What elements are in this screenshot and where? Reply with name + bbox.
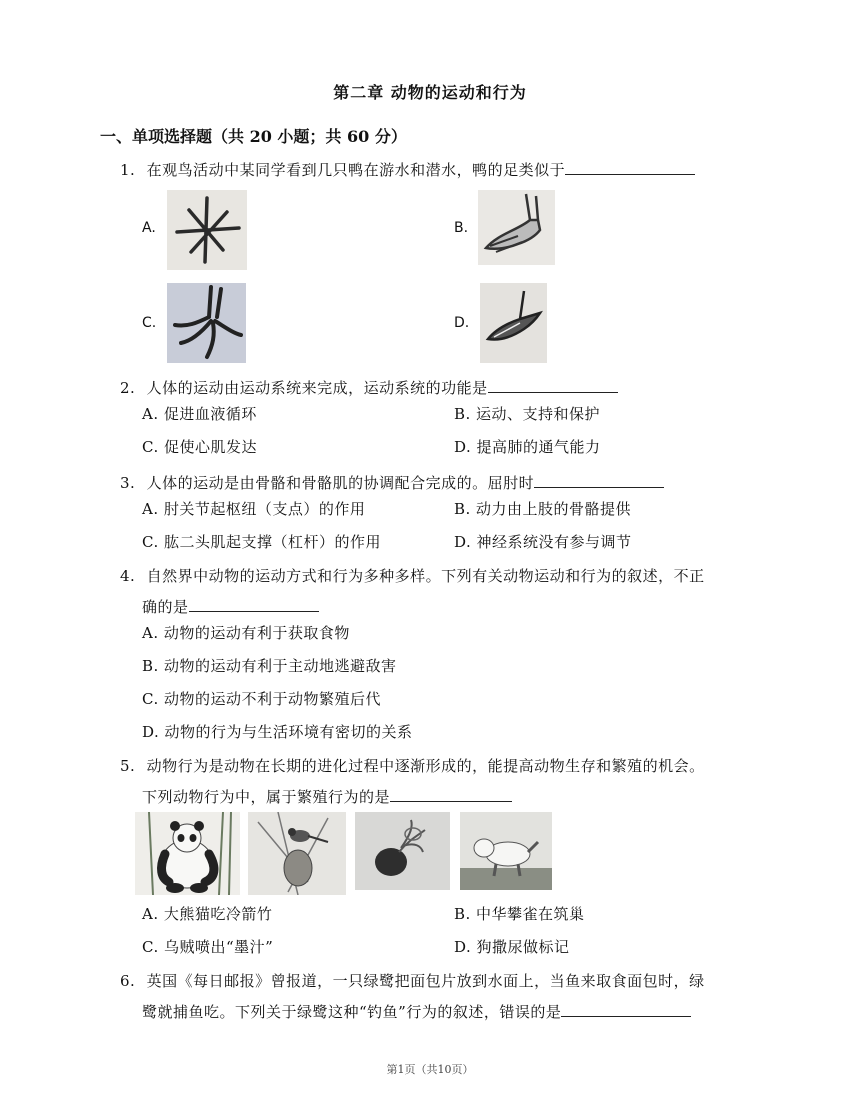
option-a: A. 动物的运动有利于获取食物 [142, 624, 350, 642]
question-text: 人体的运动是由骨骼和骨骼肌的协调配合完成的。屈肘时 [146, 474, 535, 492]
option-c: C. 促使心肌发达 [142, 438, 257, 456]
question-text: 在观鸟活动中某同学看到几只鸭在游水和潜水，鸭的足类似于 [146, 161, 566, 179]
question-text: 动物行为是动物在长期的进化过程中逐渐形成的，能提高动物生存和繁殖的机会。 [146, 757, 705, 775]
option-d: D. 神经系统没有参与调节 [454, 533, 632, 551]
dog-marking-image [460, 812, 552, 890]
question-text: 鹭就捕鱼吃。下列关于绿鹭这种“钓鱼”行为的叙述，错误的是 [142, 1003, 562, 1021]
duck-foot-image-b [478, 190, 555, 265]
option-b: B. 中华攀雀在筑巢 [454, 905, 585, 923]
page-footer: 第1页（共10页） [386, 1063, 474, 1076]
question-text: 英国《每日邮报》曾报道，一只绿鹭把面包片放到水面上，当鱼来取食面包时，绿 [146, 972, 705, 990]
question-5-line-2 [142, 785, 512, 807]
question-2 [120, 376, 618, 398]
question-text: 确的是 [142, 598, 189, 616]
option-label-b: B. [454, 220, 469, 236]
option-d: D. 提高肺的通气能力 [454, 438, 601, 456]
duck-foot-image-d [480, 283, 547, 363]
question-number: 6. [120, 972, 136, 990]
squid-ink-image [355, 812, 450, 890]
answer-blank [565, 158, 695, 175]
answer-blank [534, 471, 664, 488]
option-label-c: C. [142, 315, 157, 331]
option-label-d: D. [454, 315, 470, 331]
question-number: 1. [120, 161, 136, 179]
panda-eating-bamboo-image [135, 812, 240, 895]
question-6-line-2 [142, 1000, 691, 1022]
question-4 [120, 566, 705, 586]
question-number: 4. [120, 567, 136, 585]
option-b: B. 动力由上肢的骨骼提供 [454, 500, 632, 518]
bird-building-nest-image [248, 812, 346, 895]
question-number: 2. [120, 379, 136, 397]
option-c: C. 动物的运动不利于动物繁殖后代 [142, 690, 381, 708]
page-title: 第二章 动物的运动和行为 [333, 83, 527, 102]
section-heading: 一、单项选择题（共 20 小题；共 60 分） [100, 127, 407, 146]
option-c: C. 乌贼喷出“墨汁” [142, 938, 274, 956]
option-label-a: A. [142, 220, 156, 236]
option-c: C. 肱二头肌起支撑（杠杆）的作用 [142, 533, 381, 551]
option-d: D. 动物的行为与生活环境有密切的关系 [142, 723, 413, 741]
option-b: B. 运动、支持和保护 [454, 405, 601, 423]
question-text: 下列动物行为中，属于繁殖行为的是 [142, 788, 391, 806]
duck-foot-image-c [167, 283, 246, 363]
question-6 [120, 971, 705, 991]
answer-blank [390, 785, 512, 802]
answer-blank [189, 595, 319, 612]
question-1 [120, 158, 695, 180]
option-d: D. 狗撒尿做标记 [454, 938, 570, 956]
option-a: A. 大熊猫吃冷箭竹 [142, 905, 273, 923]
question-4-line-2 [142, 595, 319, 617]
answer-blank [561, 1000, 691, 1017]
answer-blank [488, 376, 618, 393]
question-5 [120, 756, 705, 776]
question-3 [120, 471, 664, 493]
option-b: B. 动物的运动有利于主动地逃避敌害 [142, 657, 397, 675]
question-text: 自然界中动物的运动方式和行为多种多样。下列有关动物运动和行为的叙述，不正 [146, 567, 705, 585]
option-a: A. 肘关节起枢纽（支点）的作用 [142, 500, 366, 518]
duck-foot-image-a [167, 190, 247, 270]
question-text: 人体的运动由运动系统来完成，运动系统的功能是 [146, 379, 488, 397]
question-number: 3. [120, 474, 136, 492]
option-a: A. 促进血液循环 [142, 405, 257, 423]
question-number: 5. [120, 757, 136, 775]
